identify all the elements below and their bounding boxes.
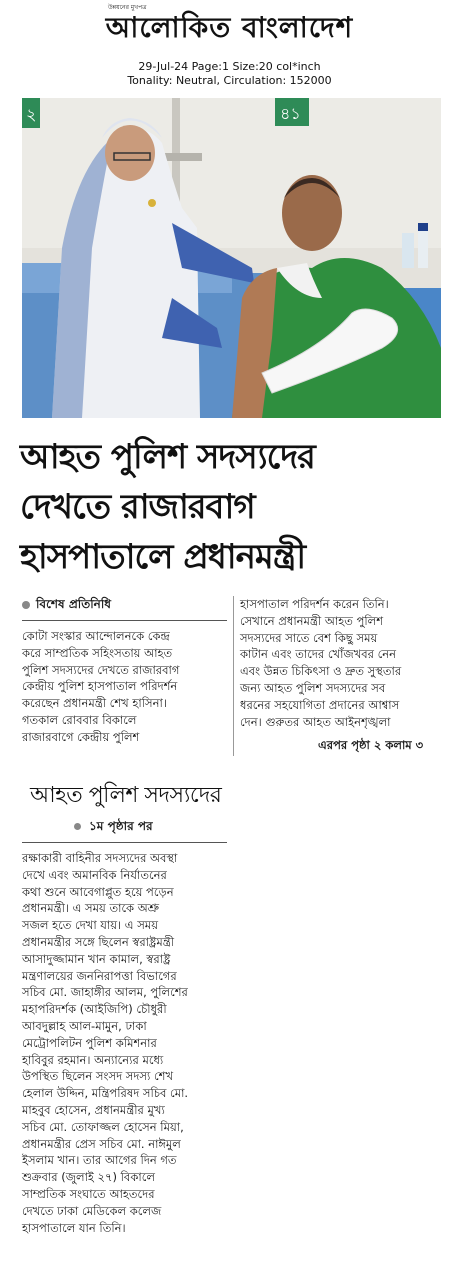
text-line: এবং উন্নত চিকিৎসা ও দ্রুত সুস্থতার xyxy=(240,664,402,679)
text-line: সচিব মো. জাহাঙ্গীর আলম, পুলিশের xyxy=(22,985,188,1000)
text-line: শুক্রবার (জুলাই ২৭) বিকালে xyxy=(22,1170,155,1185)
text-line: মাহবুব হোসেন, প্রধানমন্ত্রীর মুখ্য xyxy=(22,1102,165,1117)
text-line: কথা শুনে আবেগাপ্লুত হয়ে পড়েন xyxy=(22,884,174,899)
text-line: সদস্যদের সাতে বেশ কিছু সময় xyxy=(240,630,378,645)
wall-sign-left-number: ২ xyxy=(26,105,37,124)
article-right-column xyxy=(240,596,440,730)
text-line: সচিব মো. তোফাজ্জল হোসেন মিয়া, xyxy=(22,1119,184,1134)
headline-line-3: হাসপাতালে প্রধানমন্ত্রী xyxy=(20,537,306,577)
text-line: হেলাল উদ্দিন, মন্ত্রিপরিষদ সচিব মো. xyxy=(22,1086,189,1101)
headline-line-2: দেখতে রাজারবাগ xyxy=(20,487,255,527)
masthead-tagline: উন্নয়নের মুখপত্র xyxy=(108,4,147,11)
byline xyxy=(22,596,111,616)
text-line: সাম্প্রতিক সংঘাতে আহতদের xyxy=(22,1186,155,1201)
text-line: দেন। গুরুতর আহত আইনশৃঙ্খলা xyxy=(240,714,391,729)
clip-meta-line-1: 29-Jul-24 Page:1 Size:20 col*inch xyxy=(138,60,321,73)
text-line: সেখানে প্রধানমন্ত্রী আহত পুলিশ xyxy=(240,613,384,628)
text-line: মহাপরিদর্শক (আইজিপি) চৌধুরী xyxy=(22,1002,167,1017)
article-left-column xyxy=(22,628,227,746)
bullet-icon xyxy=(74,823,81,830)
text-line: করেছেন প্রধানমন্ত্রী শেখ হাসিনা। xyxy=(22,696,167,711)
text-line: করে সাম্প্রতিক সহিংসতায় আহত xyxy=(22,645,173,660)
news-photo-illustration xyxy=(22,98,441,418)
text-line: প্রধানমন্ত্রীর প্রেস সচিব মো. নাঈমুল xyxy=(22,1136,181,1151)
text-line: রাজারবাগে কেন্দ্রীয় পুলিশ xyxy=(22,729,140,744)
continuation-column xyxy=(22,850,229,1236)
continuation-headline: আহত পুলিশ সদস্যদের xyxy=(30,783,222,808)
text-line: গতকাল রোববার বিকালে xyxy=(22,712,137,727)
continuation-source-text: ১ম পৃষ্ঠার পর xyxy=(89,819,153,833)
jump-reference: এরপর পৃষ্ঠা ২ কলাম ৩ xyxy=(318,738,424,752)
news-photo xyxy=(22,98,441,418)
continuation-source xyxy=(74,818,153,838)
text-line: দেখতে ঢাকা মেডিকেল কলেজ xyxy=(22,1203,162,1218)
text-line: মেট্রোপলিটন পুলিশ কমিশনার xyxy=(22,1035,157,1050)
bullet-icon xyxy=(22,601,30,609)
text-line: জন্য আহত পুলিশ সদস্যদের সব xyxy=(240,680,386,695)
text-line: কেন্দ্রীয় পুলিশ হাসপাতাল পরিদর্শন xyxy=(22,679,178,694)
masthead-title: আলোকিত বাংলাদেশ xyxy=(105,11,354,44)
text-line: সজল হতে দেখা যায়। এ সময় xyxy=(22,918,158,933)
text-line: ইসলাম খান। তার আগের দিন গত xyxy=(22,1153,177,1168)
continuation-rule xyxy=(22,842,227,843)
text-line: কাটান এবং তাদের খোঁজখবর নেন xyxy=(240,647,397,662)
text-line: ধরনের সহযোগিতা প্রদানের আশ্বাস xyxy=(240,697,400,712)
text-line: কোটা সংস্কার আন্দোলনকে কেন্দ্র xyxy=(22,629,170,643)
text-line: হাসপাতাল পরিদর্শন করেন তিনি। xyxy=(240,597,389,611)
column-divider xyxy=(233,596,234,756)
clip-meta-line-2: Tonality: Neutral, Circulation: 152000 xyxy=(127,74,332,87)
text-line: হাসপাতালে যান তিনি। xyxy=(22,1220,126,1235)
wall-sign-right-number: ৪১ xyxy=(280,104,301,123)
text-line: মন্ত্রণালয়ের জননিরাপত্তা বিভাগের xyxy=(22,968,177,983)
text-line: হাবিবুর রহমান। অন্যান্যের মধ্যে xyxy=(22,1052,164,1067)
text-line: আসাদুজ্জামান খান কামাল, স্বরাষ্ট্র xyxy=(22,951,171,966)
headline-line-1: আহত পুলিশ সদস্যদের xyxy=(20,437,315,477)
text-line: আবদুল্লাহ আল-মামুন, ঢাকা xyxy=(22,1018,147,1033)
text-line: প্রধানমন্ত্রীর সঙ্গে ছিলেন স্বরাষ্ট্রমন্ত্রী xyxy=(22,934,174,949)
text-line: দেখে এবং অমানবিক নির্যাতনের xyxy=(22,867,167,882)
text-line: উপস্থিত ছিলেন সংসদ সদস্য শেখ xyxy=(22,1069,174,1084)
text-line: রক্ষাকারী বাহিনীর সদস্যদের অবস্থা xyxy=(22,851,178,865)
byline-text: বিশেষ প্রতিনিধি xyxy=(36,597,111,611)
text-line: প্রধানমন্ত্রী। এ সময় তাকে অশ্রু xyxy=(22,901,160,916)
byline-rule xyxy=(22,620,227,621)
headline xyxy=(20,432,440,582)
text-line: পুলিশ সদস্যদের দেখতে রাজারবাগ xyxy=(22,662,180,677)
